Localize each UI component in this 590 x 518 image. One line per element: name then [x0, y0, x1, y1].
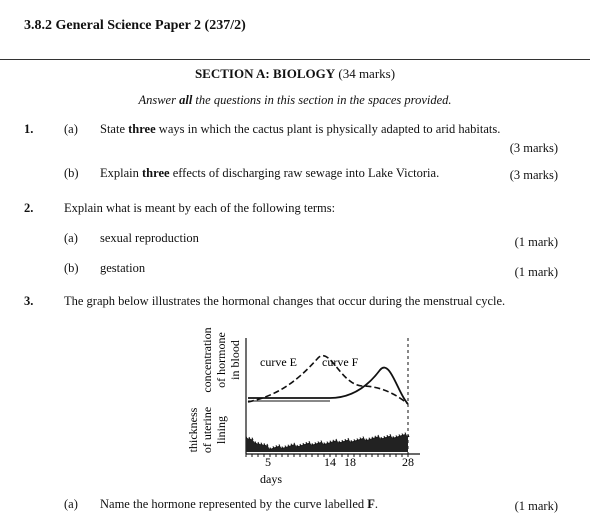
q1b-marks: (3 marks)	[509, 168, 558, 182]
instructions-pre: Answer	[138, 93, 180, 107]
q1b-bold: three	[142, 166, 170, 180]
q3a-pre: Name the hormone represented by the curve labelled	[100, 497, 368, 511]
divider-line	[0, 59, 590, 60]
ylabel-upper-1: concentration	[200, 327, 214, 393]
ylabel-upper-3: in blood	[228, 340, 242, 380]
q1a-label: (a)	[64, 122, 78, 136]
section-instructions	[0, 93, 590, 108]
q1b-label: (b)	[64, 166, 79, 180]
x-tick-label-18: 18	[344, 455, 356, 469]
ylabel-lower-3: lining	[214, 415, 228, 445]
instructions-post: the questions in this section in the spaces provided.	[192, 93, 452, 107]
section-marks: (34 marks)	[338, 66, 396, 81]
q3a-post: .	[374, 497, 379, 511]
q2a-text: sexual reproduction	[100, 231, 199, 245]
q1a-post: ways in which the cactus plant is physically adapted to arid habitats.	[155, 122, 501, 136]
q3a-bold: F	[367, 497, 375, 511]
q1b-post: effects of discharging raw sewage into Lake Victoria.	[169, 166, 440, 180]
q2b-label: (b)	[64, 261, 79, 275]
question-number-2: 2.	[24, 201, 34, 215]
section-heading	[0, 66, 590, 82]
menstrual-cycle-graph	[180, 318, 430, 490]
q3a-label: (a)	[64, 497, 78, 511]
section-title: SECTION A: BIOLOGY	[194, 66, 336, 81]
q2b-text: gestation	[100, 261, 146, 275]
ylabel-upper-2: of hormone	[214, 332, 228, 388]
paper-title: 3.8.2 General Science Paper 2 (237/2)	[24, 18, 246, 33]
q1a-bold: three	[128, 122, 156, 136]
q3-stem: The graph below illustrates the hormonal changes that occur during the menstrual cycle.	[64, 294, 506, 308]
ylabel-lower-2: of uterine	[200, 406, 214, 454]
q2-stem: Explain what is meant by each of the following terms:	[64, 201, 336, 215]
curve-e-label: curve E	[260, 355, 297, 369]
x-tick-label-5: 5	[265, 455, 271, 469]
ylabel-lower-1: thickness	[186, 407, 200, 453]
curve-f-label: curve F	[322, 355, 359, 369]
q3a-marks: (1 mark)	[514, 499, 558, 513]
q2a-marks: (1 mark)	[514, 235, 558, 249]
instructions-bold: all	[179, 93, 193, 107]
x-axis-label: days	[260, 472, 282, 486]
q1b-text	[100, 166, 439, 181]
q1b-pre: Explain	[100, 166, 143, 180]
q2a-label: (a)	[64, 231, 78, 245]
x-tick-label-14: 14	[324, 455, 336, 469]
question-number-3: 3.	[24, 294, 34, 308]
x-tick-label-28: 28	[402, 455, 414, 469]
q3a-text	[100, 497, 378, 512]
q1a-marks: (3 marks)	[509, 141, 558, 155]
q2b-marks: (1 mark)	[514, 265, 558, 279]
curve-f-line	[248, 368, 408, 404]
question-number-1: 1.	[24, 122, 34, 136]
q1a-pre: State	[100, 122, 129, 136]
q1a-text	[100, 122, 500, 137]
